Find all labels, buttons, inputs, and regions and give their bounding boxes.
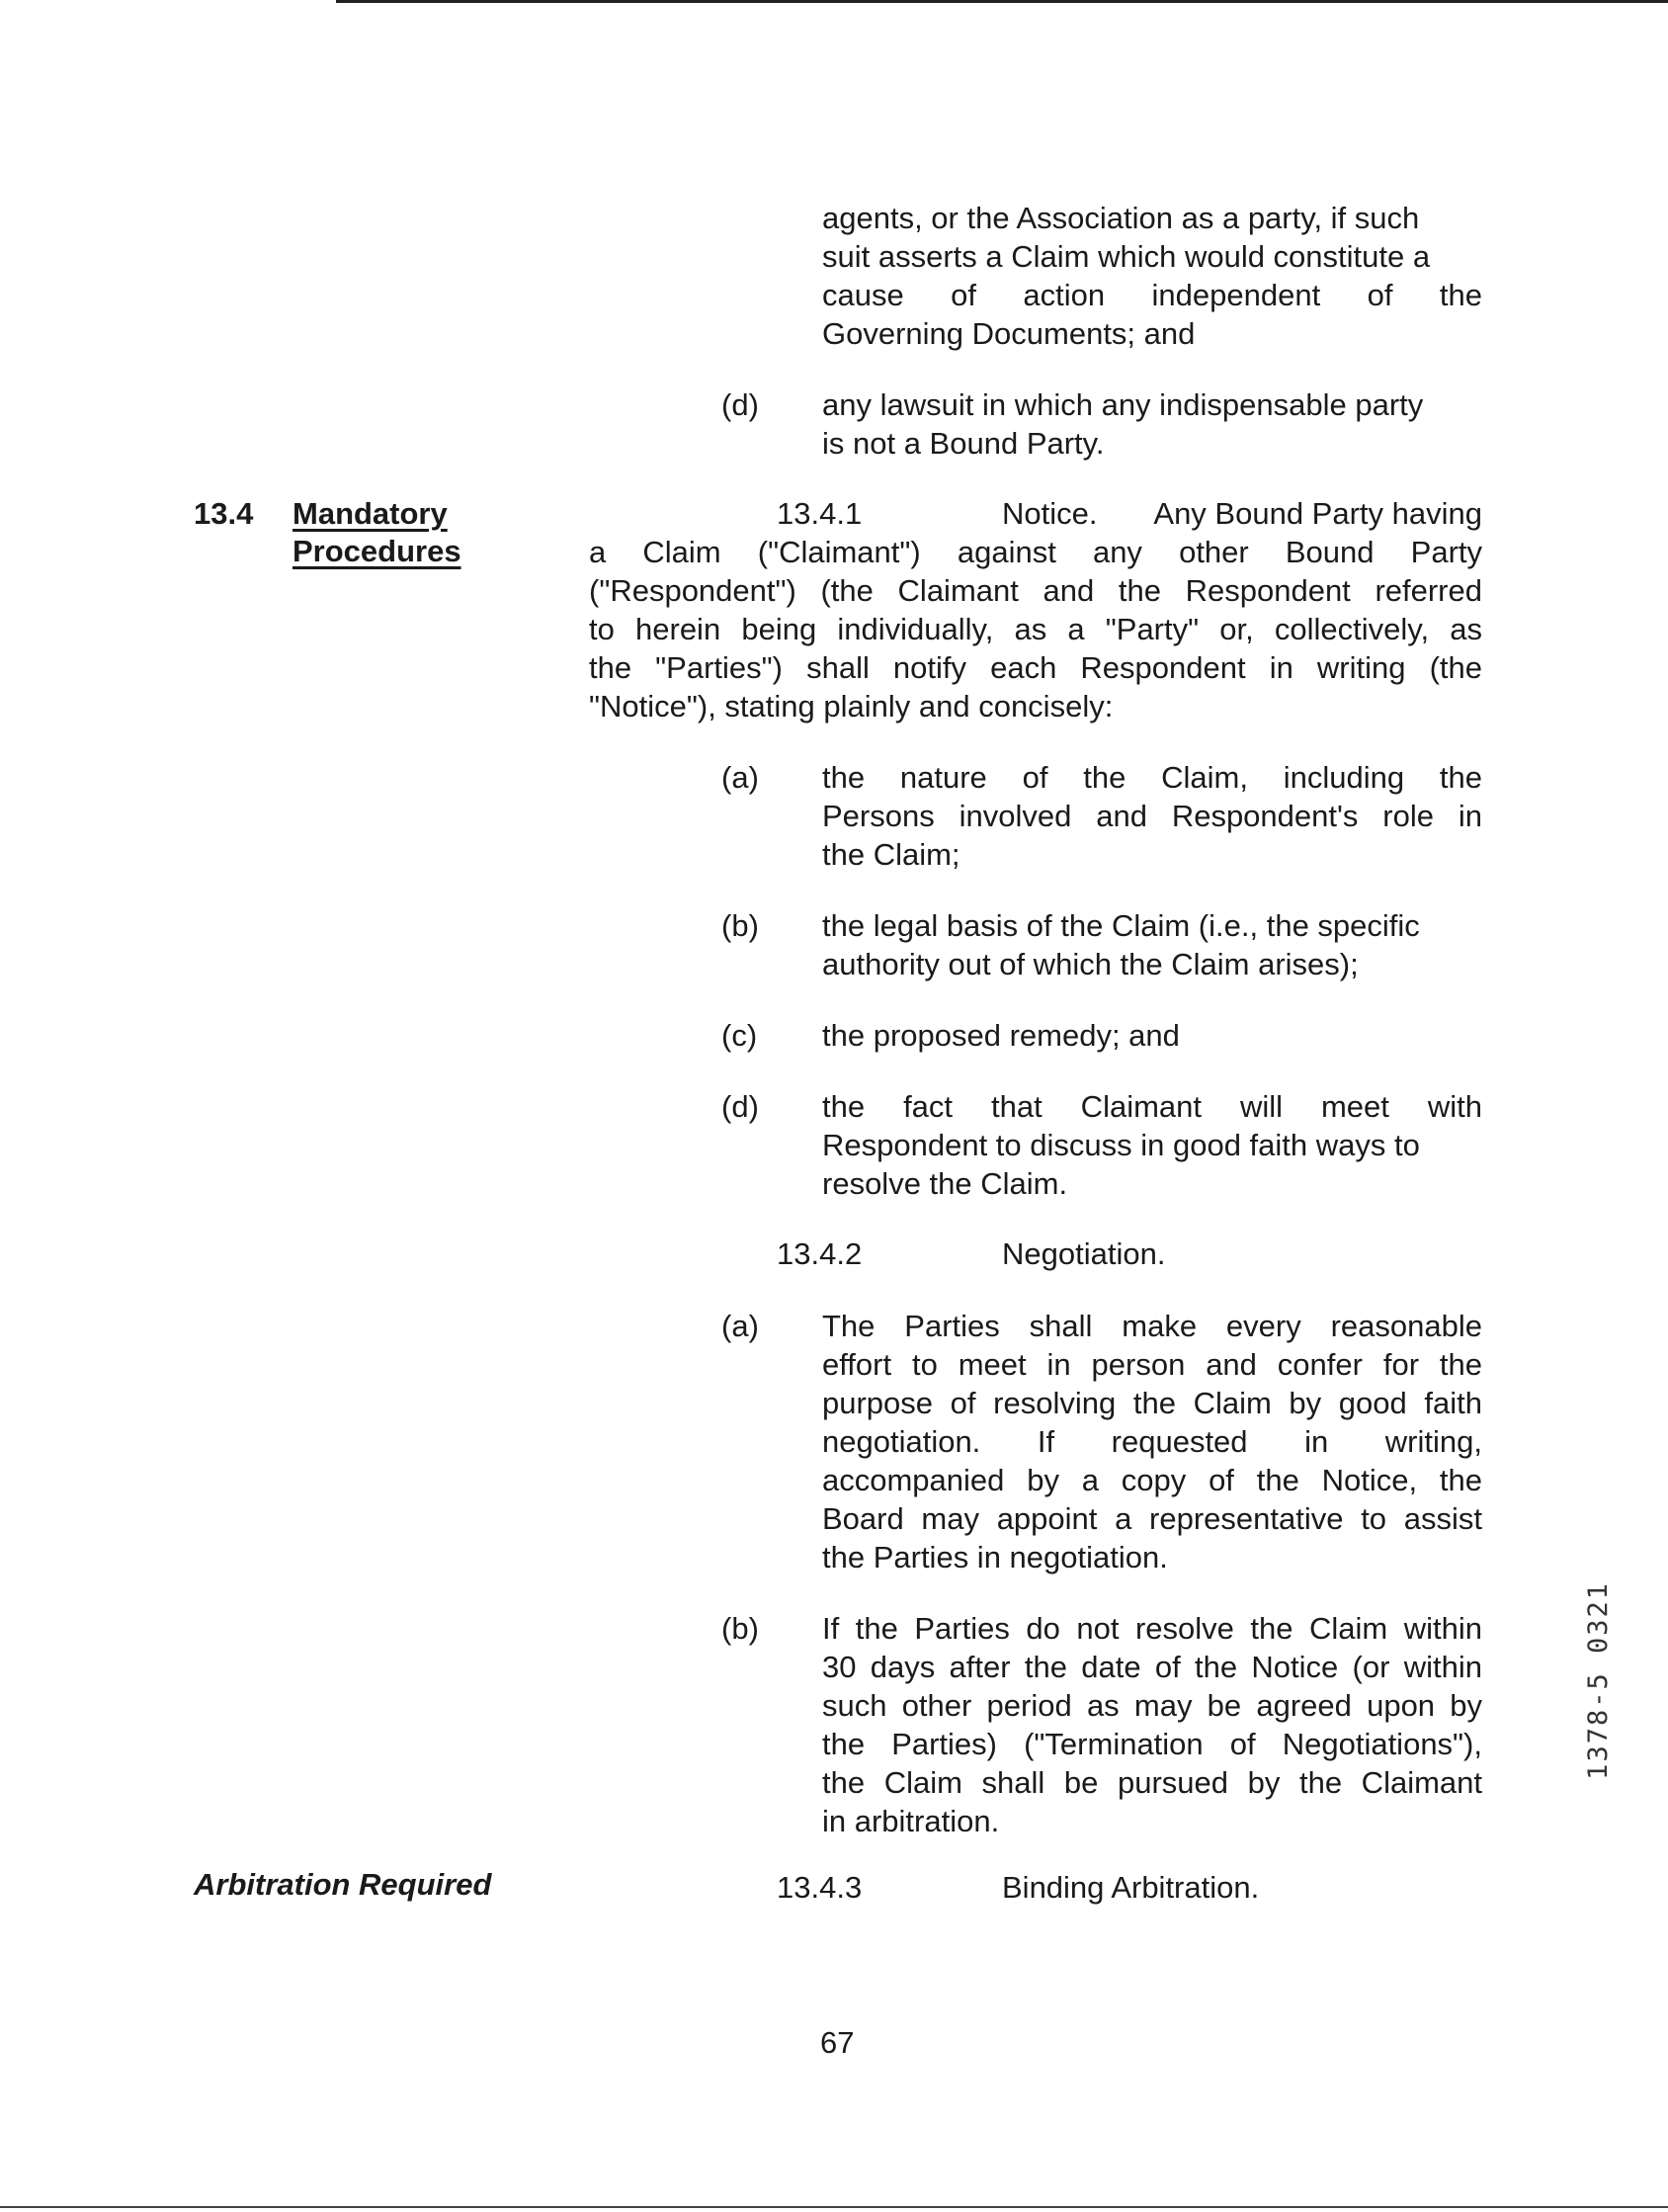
item-line: Board may appoint a representative to assist xyxy=(822,1501,1482,1536)
item-line: Respondent to discuss in good faith ways to xyxy=(822,1128,1420,1162)
item-label: (a) xyxy=(721,1309,759,1343)
subsection-number: 13.4.3 xyxy=(777,1870,863,1905)
subsection-title: Binding Arbitration. xyxy=(1002,1870,1260,1905)
carryover-line: suit asserts a Claim which would constitute a xyxy=(822,239,1431,274)
subsection-text: Any Bound Party having xyxy=(1153,496,1482,531)
paragraph-line: ("Respondent") (the Claimant and the Respondent referred xyxy=(589,573,1482,608)
item-line: the Parties in negotiation. xyxy=(822,1540,1168,1574)
item-line: purpose of resolving the Claim by good faith xyxy=(822,1386,1482,1420)
recording-stamp: 1378-5 0321 xyxy=(1583,1581,1614,1780)
subsection-number: 13.4.1 xyxy=(777,496,863,531)
item-line: negotiation. If requested in writing, xyxy=(822,1424,1482,1459)
item-line: accompanied by a copy of the Notice, the xyxy=(822,1463,1482,1497)
item-line: 30 days after the date of the Notice (or within xyxy=(822,1650,1482,1684)
item-line: any lawsuit in which any indispensable party xyxy=(822,387,1424,422)
item-label: (c) xyxy=(721,1018,758,1053)
carryover-line: Governing Documents; and xyxy=(822,316,1196,351)
section-number: 13.4 xyxy=(194,496,254,531)
subsection-title: Notice. xyxy=(1002,496,1098,531)
item-line: If the Parties do not resolve the Claim within xyxy=(822,1611,1482,1646)
item-line: in arbitration. xyxy=(822,1804,1000,1838)
item-line: the Claim; xyxy=(822,837,960,872)
item-line: the fact that Claimant will meet with xyxy=(822,1089,1482,1124)
item-line: the legal basis of the Claim (i.e., the specific xyxy=(822,908,1420,943)
item-line: The Parties shall make every reasonable xyxy=(822,1309,1482,1343)
item-label: (d) xyxy=(721,387,759,422)
item-line: the Claim shall be pursued by the Claimant xyxy=(822,1765,1482,1800)
subsection-number: 13.4.2 xyxy=(777,1236,863,1271)
item-label: (a) xyxy=(721,760,759,795)
section-heading-line2: Procedures xyxy=(292,534,461,568)
item-line: effort to meet in person and confer for the xyxy=(822,1347,1482,1382)
carryover-line: cause of action independent of the xyxy=(822,278,1482,312)
item-line: Persons involved and Respondent's role in xyxy=(822,799,1482,833)
item-line: is not a Bound Party. xyxy=(822,426,1105,461)
page-number: 67 xyxy=(820,2025,855,2060)
paragraph-line: to herein being individually, as a "Party" or, collectively, as xyxy=(589,612,1482,646)
item-line: authority out of which the Claim arises); xyxy=(822,947,1359,981)
paragraph-line: "Notice"), stating plainly and concisely: xyxy=(589,689,1114,723)
paragraph-line: the "Parties") shall notify each Respondent in writing (the xyxy=(589,650,1482,685)
item-line: the nature of the Claim, including the xyxy=(822,760,1482,795)
section-heading-line1: Mandatory xyxy=(292,496,448,531)
item-label: (b) xyxy=(721,1611,759,1646)
top-scan-rule xyxy=(336,0,1668,3)
subsection-title: Negotiation. xyxy=(1002,1236,1166,1271)
paragraph-line: a Claim ("Claimant") against any other Bound Party xyxy=(589,535,1482,569)
margin-heading: Arbitration Required xyxy=(194,1867,492,1902)
carryover-line: agents, or the Association as a party, if such xyxy=(822,201,1420,235)
item-label: (b) xyxy=(721,908,759,943)
item-line: such other period as may be agreed upon by xyxy=(822,1688,1482,1723)
item-line: the proposed remedy; and xyxy=(822,1018,1180,1053)
item-label: (d) xyxy=(721,1089,759,1124)
item-line: resolve the Claim. xyxy=(822,1166,1068,1201)
bottom-scan-rule xyxy=(0,2206,1668,2208)
item-line: the Parties) ("Termination of Negotiations"), xyxy=(822,1727,1482,1761)
